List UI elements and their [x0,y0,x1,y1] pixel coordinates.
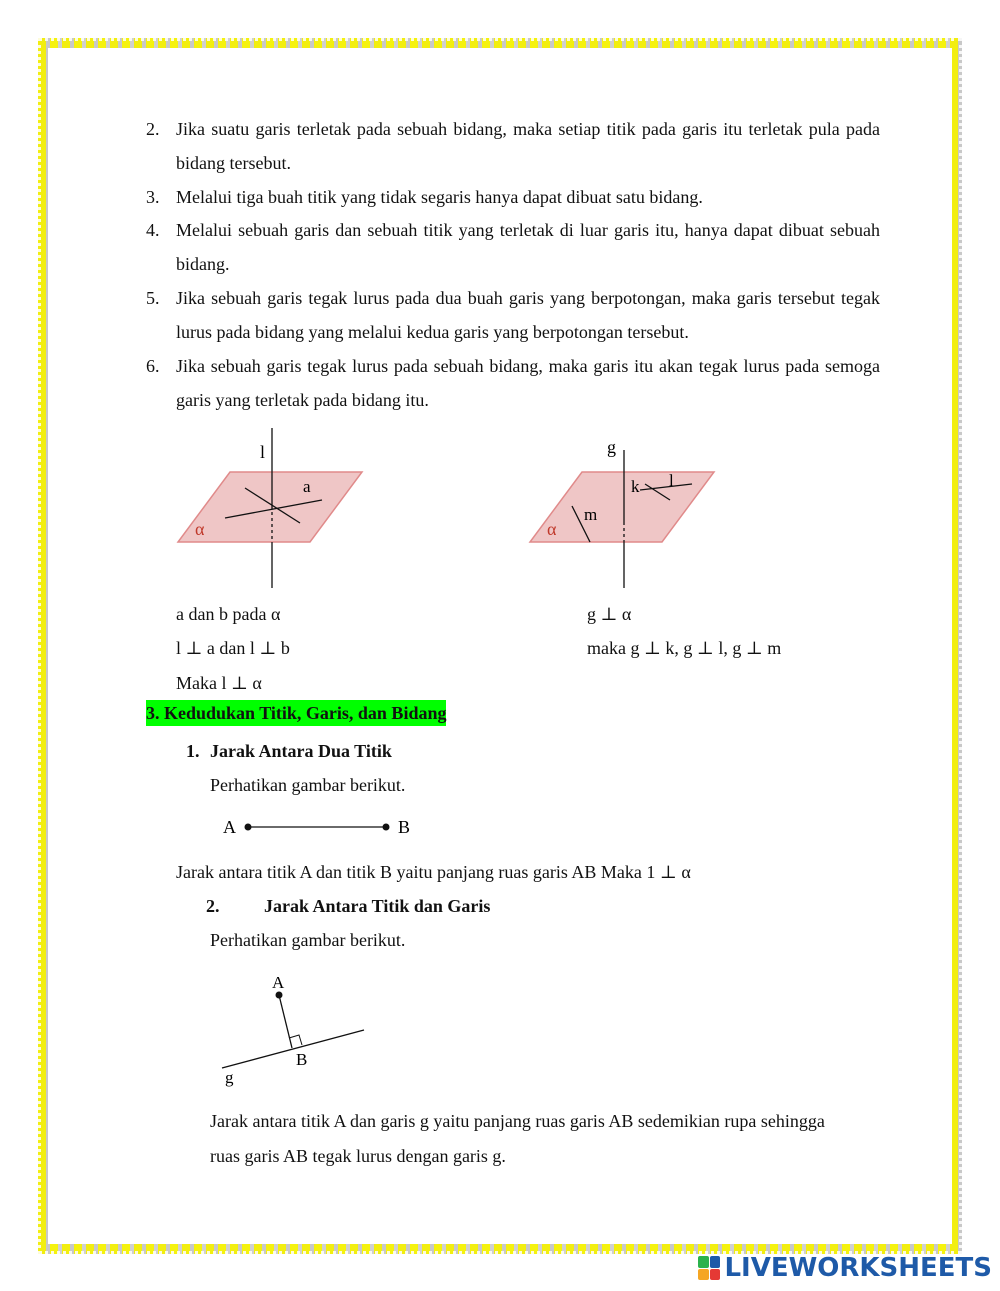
label-m: m [584,505,598,524]
caption: l ⊥ a dan l ⊥ b [176,638,290,658]
caption: g ⊥ α [587,604,632,624]
label-l: l [669,471,674,490]
label-a: A [272,973,285,992]
label-b: B [398,817,411,837]
figure-line-perpendicular-plane-2 [522,420,722,590]
subsection-title: Jarak Antara Titik dan Garis [264,896,491,916]
point-b [383,824,390,831]
list-item: 6. Jika sebuah garis tegak lurus pada sebuah bidang, maka garis itu akan tegak lurus pada semoga garis yang terletak pada bidang itu. [146,356,880,410]
figure-point-line [215,968,375,1090]
list-item: 2. Jika suatu garis terletak pada sebuah bidang, maka setiap titik pada garis itu terletak pula pada bidang tersebut. [146,119,880,173]
subsection-number: 2. [206,896,220,916]
label-a: A [223,817,236,837]
liveworksheets-logo-icon [698,1256,720,1280]
caption: maka g ⊥ k, g ⊥ l, g ⊥ m [587,638,782,658]
label-b: B [296,1050,308,1069]
instruction: Perhatikan gambar berikut. [210,775,406,795]
label-l: l [260,442,266,462]
line-g [222,1030,364,1068]
list-item: 3. Melalui tiga buah titik yang tidak segaris hanya dapat dibuat satu bidang. [146,187,703,207]
list-item: 4. Melalui sebuah garis dan sebuah titik yang terletak di luar garis itu, hanya dapat dibuat sebuah bidang. [146,220,880,274]
explanation: ruas garis AB tegak lurus dengan garis g. [210,1146,506,1166]
figure-line-perpendicular-plane [170,420,370,590]
explanation: Jarak antara titik A dan titik B yaitu panjang ruas garis AB Maka 1 ⊥ α [176,862,691,882]
label-alpha: α [195,519,205,539]
plane-alpha [178,472,362,542]
explanation: Jarak antara titik A dan garis g yaitu panjang ruas garis AB sedemikian rupa sehingga [210,1111,825,1131]
caption: Maka l ⊥ α [176,673,262,693]
liveworksheets-brand [698,1255,992,1281]
brand-name: LIVEWORKSHEETS [724,1253,992,1283]
subsection-title: Jarak Antara Dua Titik [210,741,392,761]
label-alpha: α [547,519,557,539]
label-g: g [607,437,616,457]
section-heading: 3. Kedudukan Titik, Garis, dan Bidang [146,700,446,726]
instruction: Perhatikan gambar berikut. [210,930,406,950]
label-g: g [225,1068,234,1087]
label-k: k [631,477,640,496]
plane-alpha [530,472,714,542]
caption: a dan b pada α [176,604,281,624]
figure-two-points [218,812,428,844]
point-a [276,992,283,999]
point-a [245,824,252,831]
subsection-number: 1. [186,741,200,761]
list-item: 5. Jika sebuah garis tegak lurus pada dua buah garis yang berpotongan, maka garis tersebut tegak lurus pada bidang yang melalui kedua garis yang berpotongan tersebut. [146,288,880,342]
segment-ab [279,995,292,1048]
label-a: a [303,477,311,496]
